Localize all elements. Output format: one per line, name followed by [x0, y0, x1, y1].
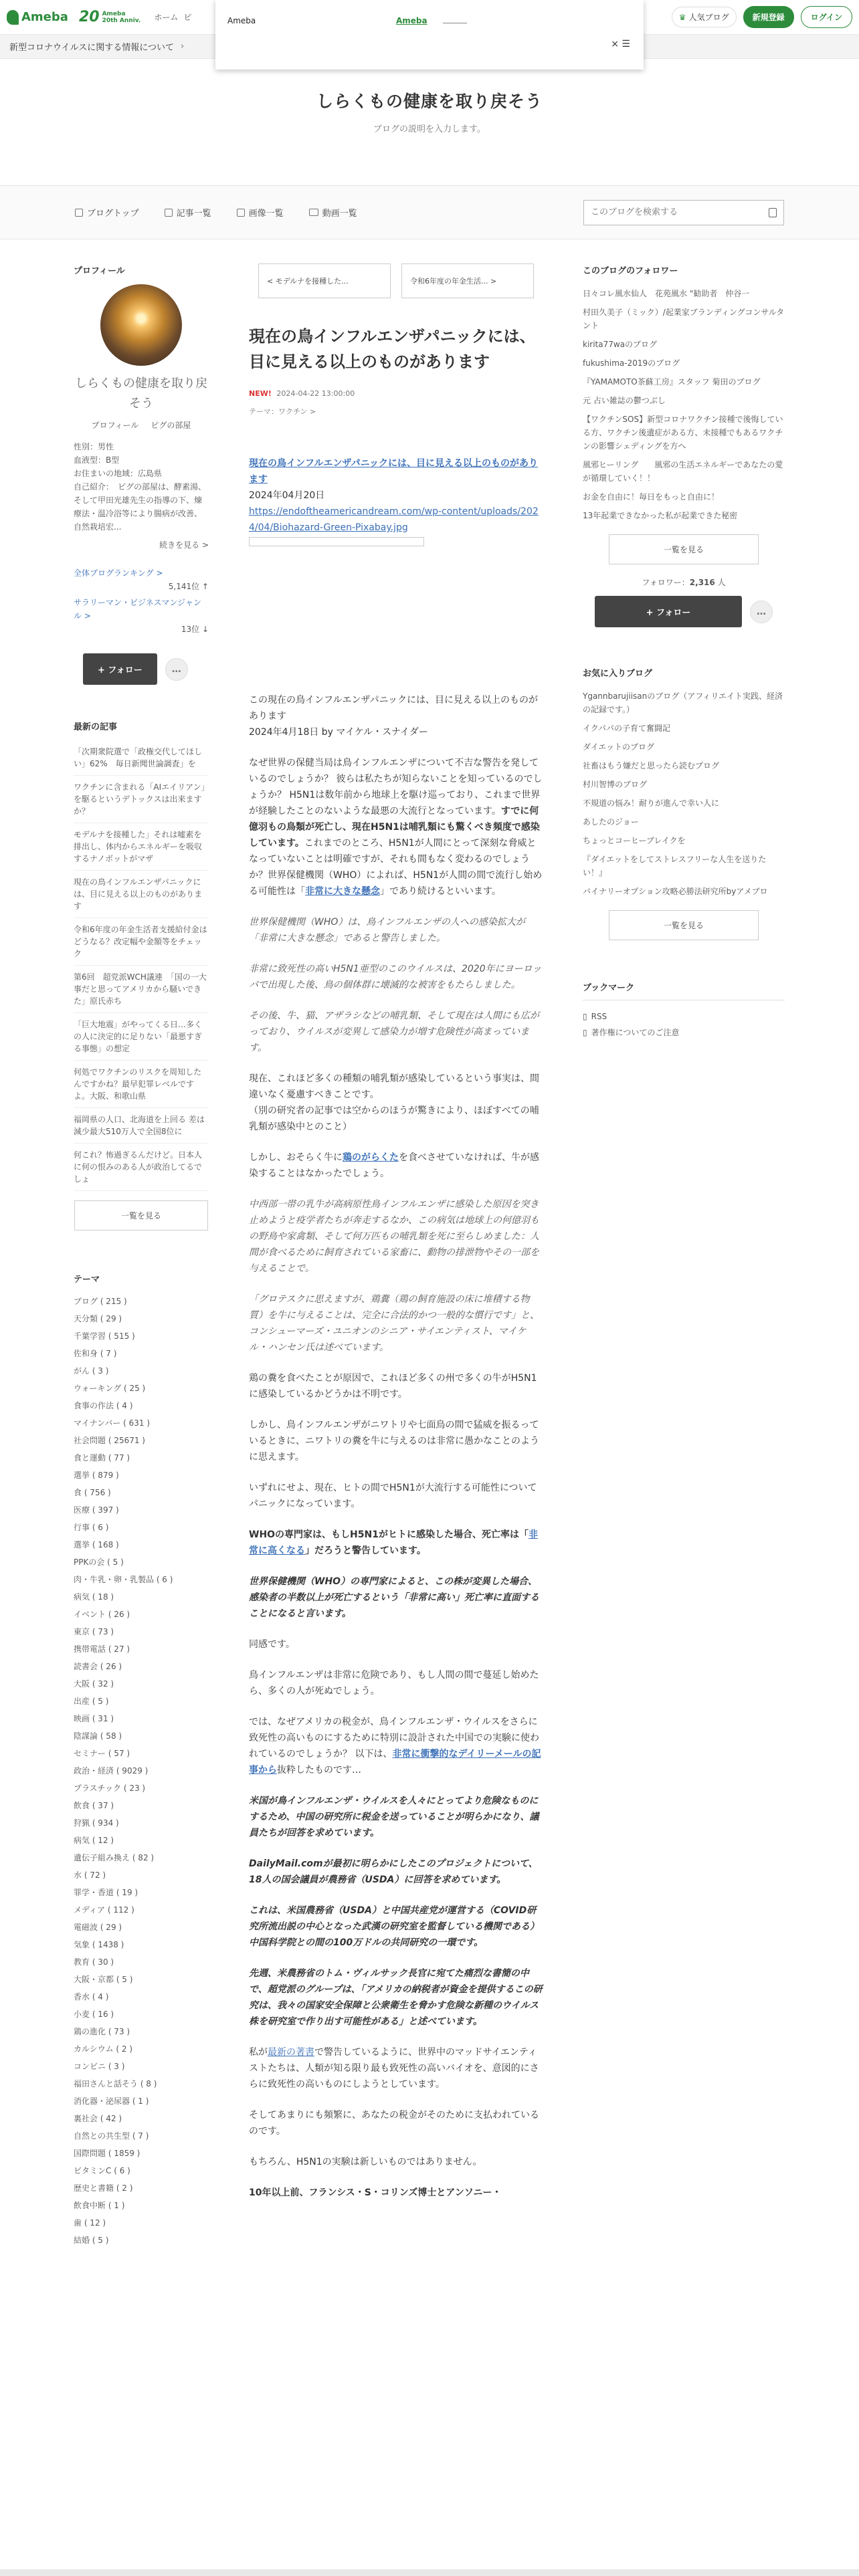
nav-home[interactable]: ホーム [154, 13, 179, 22]
followers-list [583, 284, 785, 525]
theme-item[interactable]: 選挙 ( 168 ) [74, 1540, 119, 1549]
ameba-brand: Ameba [21, 10, 68, 24]
theme-item[interactable]: 食 ( 756 ) [74, 1488, 111, 1497]
theme-item[interactable]: 政治・経済 ( 9029 ) [74, 1766, 149, 1776]
latest-item[interactable]: 「次期衆院選で「政権交代してほしい」62% 毎日新聞世論調査」を [74, 740, 209, 776]
paragraph: を食べさせていなければ、牛が感染することはなかったでしょう。 [249, 1152, 539, 1179]
inline-link[interactable]: 最新の著書 [268, 2047, 314, 2058]
profile-info: 性別：男性 血液型：B型 お住まいの地域：広島県 自己紹介： ピグの部屋は、酵素湯、そして甲田光雄先生の指導の下、煉療法・温冷浴等により腸病が改善、自然栽培宏... [74, 442, 207, 532]
followers-heading: このブログのフォロワー [583, 266, 678, 276]
theme-item[interactable]: ウォーキング ( 25 ) [74, 1384, 146, 1393]
home-icon [75, 209, 83, 217]
chevron-right-icon: › [180, 41, 185, 51]
theme-item[interactable]: 裏社会 ( 42 ) [74, 2114, 122, 2123]
profile-more-link[interactable]: 続きを見る > [159, 540, 209, 550]
latest-item[interactable]: 何処でワクチンのリスクを周知したんですかね？最早犯罪レベルですよ。大阪、和歌山県 [74, 1061, 209, 1108]
paragraph: しかし、鳥インフルエンザがニワトリや七面鳥の間で猛威を振るっているときに、ニワトリの糞を牛に与えるのは非常に愚かなことのように思えます。 [249, 1420, 539, 1463]
favorite-blog-item[interactable]: Ygannbarujiisanのブログ（アフィリエイト実践、経済の記録です。） [583, 691, 783, 714]
paragraph: これまでのところ、H5N1が人間にとって深刻な脅威となっていないことは明確ですが、それも間もなく変わるのでしょうか？世界保健機関（WHO）によれば、H5N1が人間の間で流行し始める可能性は「 [249, 838, 543, 897]
theme-item[interactable]: 東京 ( 73 ) [74, 1627, 114, 1636]
ad-title: Ameba [227, 16, 256, 25]
ranking-overall-value: 5,141位 ↑ [168, 582, 209, 591]
ad-overlay[interactable] [215, 0, 644, 70]
latest-item[interactable]: 福岡県の人口、北海道を上回る 差は減少最大510万人で全国8位に [74, 1108, 209, 1144]
paragraph-bold: すでに何億羽もの鳥類が死亡し、現在H5N1は哺乳類にも驚くべき頻度で感染しています。 [249, 806, 540, 849]
follower-count [583, 576, 785, 588]
theme-item[interactable]: 大阪 ( 32 ) [74, 1679, 114, 1689]
latest-item[interactable]: 現在の鳥インフルエンザパニックには、目に見える以上のものがあります [74, 871, 209, 918]
blog-header [0, 59, 859, 186]
favorite-blog-item[interactable]: ちょっとコーヒーブレイクを [583, 836, 686, 845]
follower-item[interactable]: kirita77waのブログ [583, 340, 658, 349]
paragraph: いずれにせよ、現在、ヒトの間でH5N1が大流行する可能性についてパニックになっています。 [249, 1483, 537, 1509]
right-more-options-icon[interactable]: … [750, 601, 773, 623]
theme-item[interactable]: 遺伝子組み換え ( 82 ) [74, 1853, 155, 1862]
left-sidebar [74, 263, 209, 2249]
follower-item[interactable]: 元 占い雑誌の鬱つぶし [583, 396, 666, 405]
bottom-bar [0, 2569, 859, 2576]
right-follow-button[interactable]: + フォロー [595, 596, 742, 627]
follower-count-unit: 人 [714, 578, 726, 587]
inline-link[interactable]: 非常に衝撃的なデイリーメールの記事から [249, 1749, 541, 1776]
paragraph: 現在、これほど多くの種類の哺乳類が感染しているという事実は、間違いなく憂慮すべきことです。 （別の研究者の記事では空からのほうが驚きにより、ほぼすべての哺乳類が感染中とのこと） [249, 1073, 539, 1132]
copyright-link[interactable] [583, 1025, 785, 1041]
nav-blog-top-label: ブログトップ [87, 209, 139, 219]
theme-list [74, 1293, 209, 2249]
nav-blog-top[interactable] [75, 206, 139, 219]
quote-bold: DailyMail.comが最初に明らかにしたこのプロジェクトについて、18人の国会議員が農務省（USDA）に回答を求めています。 [249, 1858, 538, 1885]
nav-image-list[interactable] [237, 206, 284, 219]
paragraph: しかし、おそらく牛に [249, 1152, 343, 1163]
latest-item[interactable]: ワクチンに含まれる「AIエイリアン」を駆るというデトックスは出来ますか？ [74, 776, 209, 823]
prev-entry-button[interactable]: < モデルナを接種した... [258, 263, 391, 298]
theme-item[interactable]: セミナー ( 57 ) [74, 1749, 130, 1758]
theme-item[interactable]: ブログ ( 215 ) [74, 1297, 127, 1306]
ranking-row [74, 566, 209, 580]
theme-item[interactable]: 気象 ( 1438 ) [74, 1940, 124, 1949]
source-article-date: 2024年04月20日 [249, 490, 325, 501]
profile-name[interactable]: しらくもの健康を取り戻そう [75, 377, 207, 411]
video-icon [309, 209, 318, 216]
nav-video-list-label: 動画一覧 [322, 209, 357, 219]
pigg-room-link[interactable]: ピグの部屋 [151, 421, 191, 430]
theme-item[interactable]: 国際問題 ( 1859 ) [74, 2149, 140, 2158]
latest-item[interactable]: 「巨大地震」がやってくる日…多くの人に決定的に足りない「最悪すぎる事態」の想定 [74, 1013, 209, 1061]
byline: 2024年4月18日 by マイケル・スナイダー [249, 727, 428, 738]
follower-item[interactable]: 村田久美子（ミック）/起業家ブランディングコンサルタント [583, 308, 785, 330]
login-button[interactable]: ログイン [801, 6, 852, 28]
favs-heading: お気に入りブログ [583, 669, 653, 679]
new-badge: NEW! [249, 389, 272, 398]
blog-description: ブログの説明を入力します。 [373, 124, 486, 134]
paragraph: 鶏の糞を食べたことが原因で、これほど多くの州で多くの牛がH5N1に感染しているかどうかは不明です。 [249, 1373, 537, 1400]
theme-item[interactable]: 鶏の進化 ( 73 ) [74, 2027, 130, 2036]
ranking-genre-link[interactable]: サラリーマン・ビジネスマンジャンル > [74, 598, 201, 621]
ad-close-icon[interactable]: × ☰ [611, 39, 630, 49]
theme-item[interactable]: マイナンバー ( 631 ) [74, 1418, 151, 1428]
list-icon [165, 209, 173, 217]
latest-item[interactable]: モデルナを接種した」それは嘘素を排出し、体内からエネルギーを吸収するナノボットがマザ [74, 823, 209, 871]
quote-bold: 先週、米農務省のトム・ヴィルサック長官に宛てた痛烈な書簡の中で、超党派のグループは、「アメリカの納税者が資金を提供するこの研究は、我々の国家安全保障と公衆衛生を脅かす危険な新種のウイルス株を研究室で作り出す可能性がある」と述べています。 [249, 1968, 543, 2027]
follower-count-label: フォロワー： [642, 578, 690, 587]
follower-item[interactable]: 日々コレ風水仙人 花苑風水 "勧助者 仲谷一 [583, 289, 750, 298]
ranking-overall-link[interactable]: 全体ブログランキング > [74, 568, 163, 578]
popular-blog-button[interactable] [672, 7, 737, 27]
nav-pigg[interactable]: ピ [183, 13, 192, 22]
quote-bold: これは、米国農務省（USDA）と中国共産党が運営する（COVID研究所流出説の中心となった武漢の研究室を監督している機関である）中国科学院との間の100万ドルの共同研究の一環です。 [249, 1905, 539, 1948]
favorite-blog-item[interactable]: 社畜はもう嫌だと思ったら読むブログ [583, 761, 720, 770]
theme-item[interactable]: 電磁波 ( 29 ) [74, 1923, 122, 1932]
theme-item[interactable]: カルシウム ( 2 ) [74, 2044, 133, 2054]
quote: 「グロテスクに思えますが、鶏糞（鶏の飼育施設の床に堆積する物質）を牛に与えることは、完全に合法的かつ一般的な慣行です」と、コンシューマーズ・ユニオンのシニア・サイエンティスト、マイケル・ハンセン氏は述べています。 [249, 1294, 539, 1353]
theme-item[interactable]: 小麦 ( 16 ) [74, 2010, 114, 2019]
entry-title: 現在の鳥インフルエンザパニックには、目に見える以上のものがあります [249, 327, 536, 371]
search-icon[interactable] [769, 208, 777, 217]
latest-item[interactable]: 何これ？怖過ぎるんだけど。日本人に何の恨みのある人が政治してるでしょ [74, 1144, 209, 1191]
inline-link[interactable]: 非常に高くなる [249, 1529, 538, 1556]
favorite-blog-item[interactable]: イクパパの子育て奮闘記 [583, 724, 671, 733]
anniversary-brand: Ameba [102, 10, 126, 17]
quote: 世界保健機関（WHO）は、鳥インフルエンザの人への感染拡大が「非常に大きな懸念」であると警告しました。 [249, 917, 525, 944]
follower-item[interactable]: 【ワクチンSOS】新型コロナワクチン接種で後悔している方、ワクチン後遺症がある方、未接種でもあるワクチンの影響シェディングを方へ [583, 415, 783, 451]
follower-item[interactable]: 13年起業できなかった私が起業できた秘密 [583, 511, 738, 520]
theme-item[interactable]: メディア ( 112 ) [74, 1905, 134, 1915]
theme-item[interactable]: イベント ( 26 ) [74, 1610, 130, 1619]
content-wrapper [0, 239, 859, 2553]
rss-label: RSS [591, 1012, 607, 1021]
entry-date: 2024-04-22 13:00:00 [276, 389, 355, 398]
favs-list [583, 687, 785, 901]
nav-image-list-label: 画像一覧 [248, 209, 284, 219]
inline-link[interactable]: 非常に大きな懸念 [305, 886, 380, 897]
favorite-blog-item[interactable]: 不規道の悩み！耐りが進んで幸い人に [583, 798, 720, 808]
theme-item[interactable]: プラスチック ( 23 ) [74, 1784, 146, 1793]
notice-text: 新型コロナウイルスに関する情報について [9, 43, 174, 53]
latest-entries [74, 720, 209, 1230]
header-actions [672, 6, 852, 28]
inline-link[interactable]: 鶏のがらくた [343, 1152, 399, 1163]
theme-item[interactable]: コンビニ ( 3 ) [74, 2062, 125, 2071]
theme-item[interactable]: 千葉学習 ( 515 ) [74, 1331, 135, 1341]
latest-see-all-button[interactable]: 一覧を見る [74, 1200, 208, 1230]
anniversary-text [102, 11, 141, 24]
ad-close-glyph: × [611, 39, 619, 49]
theme-item[interactable]: 食事の作法 ( 4 ) [74, 1401, 133, 1410]
nav-entry-list[interactable] [165, 206, 211, 219]
paragraph: そしてあまりにも頻繁に、あなたの税金がそのために支払われているのです。 [249, 2110, 539, 2137]
theme-item[interactable]: 狩猟 ( 934 ) [74, 1818, 119, 1828]
paragraph-bold: WHOの専門家は、もしH5N1がヒトに感染した場合、死亡率は「 [249, 1529, 529, 1540]
document-icon: ▯ [583, 1028, 587, 1037]
quote: 非常に致死性の高いH5N1亜型のこのウイルスは、2020年にヨーロッパで出現した後、鳥の個体群に壊滅的な被害をもたらしました。 [249, 964, 542, 990]
ranking-genre-value: 13位 ↓ [181, 625, 209, 634]
source-image-link[interactable]: https://endoftheamericandream.com/wp-content/uploads/2024/04/Biohazard-Green-Pixabay.jpg [249, 506, 539, 533]
theme-item[interactable]: 水 ( 72 ) [74, 1870, 106, 1880]
theme-item[interactable]: 罪学・香道 ( 19 ) [74, 1888, 138, 1897]
paragraph: もちろん、H5N1の実験は新しいものではありません。 [249, 2157, 482, 2167]
global-nav [154, 11, 191, 23]
theme-item[interactable]: 大阪・京都 ( 5 ) [74, 1975, 133, 1984]
ranking [74, 566, 209, 636]
theme-item[interactable]: 教育 ( 30 ) [74, 1957, 114, 1967]
follower-item[interactable]: fukushima-2019のブログ [583, 358, 680, 368]
theme-item[interactable]: 歴史と書籍 ( 2 ) [74, 2183, 133, 2193]
paragraph: なぜ世界の保健当局は鳥インフルエンザについて不吉な警告を発しているのでしょうか？ 彼らは私たちが知らないことを知っているのでしょうか？ H5N1は数年前から地球上を駆け巡っており、これまで世界が経験したことのないような最悪の大流行となっています。 [249, 758, 543, 817]
favorite-blog-item[interactable]: 村川智博のブログ [583, 780, 648, 789]
right-follow-area [583, 596, 785, 627]
bookmark-heading: ブックマーク [583, 980, 785, 1000]
theme-item[interactable]: 飲食 ( 37 ) [74, 1801, 114, 1810]
crown-icon: ♛ [678, 12, 686, 22]
theme-item[interactable]: 消化器・泌尿器 ( 1 ) [74, 2097, 149, 2106]
latest-heading: 最新の記事 [74, 722, 118, 732]
theme-item[interactable]: 携帯電話 ( 27 ) [74, 1644, 130, 1654]
theme-item[interactable]: 福田さんと話そう ( 8 ) [74, 2079, 157, 2088]
follower-item[interactable]: 風邪ヒーリング 風邪の生活エネルギーであなたの愛が循環していく！！ [583, 460, 783, 483]
themes-heading: テーマ [74, 1275, 100, 1285]
next-entry-button[interactable]: 令和6年度の年金生活... > [401, 263, 534, 298]
follower-count-value: 2,316 [689, 578, 715, 587]
theme-item[interactable]: 香水 ( 4 ) [74, 1992, 109, 2002]
theme-item[interactable]: 自然との共生型 ( 7 ) [74, 2131, 149, 2141]
profile-links [74, 419, 209, 431]
popular-blog-label: 人気ブログ [688, 13, 729, 22]
latest-item[interactable]: 第6回 超党派WCH議連 「国の一大事だと思ってアメリカから騒いできた」原氏赤ち [74, 966, 209, 1013]
rss-link[interactable] [583, 1008, 785, 1025]
theme-item[interactable]: 食と運動 ( 77 ) [74, 1453, 130, 1463]
ranking-row [74, 596, 209, 623]
favorite-blog-item[interactable]: 『ダイエットをしてストレスフリーな人生を送りたい！』 [583, 855, 767, 877]
theme-item[interactable]: 歯 ( 12 ) [74, 2218, 106, 2228]
theme-item[interactable]: PPKの会 ( 5 ) [74, 1558, 124, 1567]
right-sidebar [583, 263, 785, 1041]
favorite-blog-item[interactable]: ダイエットのブログ [583, 742, 655, 752]
follow-area [83, 653, 209, 685]
theme-item[interactable]: 社会問題 ( 25671 ) [74, 1436, 145, 1445]
favorite-blog-item[interactable]: あしたのジョー [583, 817, 639, 827]
ad-link[interactable]: Ameba [396, 16, 427, 25]
source-article-link[interactable]: 現在の鳥インフルエンザパニックには、目に見える以上のものがあります [249, 458, 539, 485]
paragraph-bold: 」だろうと警告しています。 [305, 1545, 426, 1556]
quote: その後、牛、猫、アザラシなどの哺乳類、そして現在は人間にも広がっており、ウイルスが変異して感染力が増す危険性が高まっています。 [249, 1010, 539, 1053]
anniversary-sub: 20th Anniv. [102, 17, 141, 24]
followers-see-all-button[interactable]: 一覧を見る [609, 534, 759, 564]
theme-item[interactable]: がん ( 3 ) [74, 1366, 109, 1376]
follow-button[interactable]: + フォロー [83, 653, 157, 685]
theme-item[interactable]: 読書会 ( 26 ) [74, 1662, 122, 1671]
theme-item[interactable]: ビタミンC ( 6 ) [74, 2166, 130, 2175]
paragraph: で警告しているように、世界中のマッドサイエンティストたちは、人類が知る限り最も致死性の高いバイオを、意図的にさらに致死性の高いものにしようとしています。 [249, 2047, 539, 2090]
blog-search [583, 200, 784, 225]
favorite-blogs [583, 666, 785, 940]
more-options-icon[interactable]: … [165, 658, 188, 681]
follower-item[interactable]: 『YAMAMOTO茶蘇工房』スタッフ 菊田のブログ [583, 377, 761, 387]
quote-bold: 米国が鳥インフルエンザ・ウイルスを人々にとってより危険なものにするため、中国の研究所に税金を送っていることが明らかになり、議員たちが回答を求めています。 [249, 1796, 539, 1838]
entry-meta [249, 389, 543, 398]
paragraph: 鳥インフルエンザは非常に危険であり、もし人間の間で蔓延し始めたら、多くの人が死ぬでしょう。 [249, 1670, 539, 1697]
theme-item[interactable]: 佐和身 ( 7 ) [74, 1349, 117, 1358]
avatar[interactable] [100, 284, 182, 366]
ameba-leaf-icon [7, 10, 19, 25]
theme-item[interactable]: 陰謀論 ( 58 ) [74, 1731, 122, 1741]
theme-item[interactable]: 医療 ( 397 ) [74, 1505, 119, 1515]
copyright-label: 著作権についてのご注意 [591, 1028, 680, 1037]
paragraph: 私が [249, 2047, 268, 2058]
theme-item[interactable]: 病気 ( 12 ) [74, 1836, 114, 1845]
theme-item[interactable]: 選挙 ( 879 ) [74, 1471, 119, 1480]
rss-icon: ▯ [583, 1012, 587, 1021]
paragraph: では、なぜアメリカの税金が、鳥インフルエンザ・ウイルスをさらに致死性の高いものにするために特別に設計された中国での実験に使われているのでしょうか？ 以下は、 [249, 1717, 539, 1759]
nav-video-list[interactable] [309, 206, 357, 219]
theme-item[interactable]: 病気 ( 18 ) [74, 1592, 114, 1602]
blog-search-input[interactable] [591, 207, 769, 217]
favorite-blog-item[interactable]: バイナリーオプション攻略必勝法研究所byアメブロ [583, 887, 768, 896]
theme-item[interactable]: 行事 ( 6 ) [74, 1523, 109, 1532]
anniversary-logo[interactable] [79, 9, 140, 25]
signup-button[interactable]: 新規登録 [743, 6, 794, 28]
bookmarks [583, 980, 785, 1041]
entry-pager [249, 263, 543, 298]
profile-heading: プロフィール [74, 266, 125, 276]
paragraph-bold: 10年以上前、フランシス・S・コリンズ博士とアンソニー・ [249, 2187, 502, 2198]
blog-nav [0, 186, 859, 239]
blog-title[interactable]: しらくもの健康を取り戻そう [316, 92, 543, 111]
theme-item[interactable]: 天分類 ( 29 ) [74, 1314, 122, 1323]
paragraph: 」であり続けるといいます。 [380, 886, 501, 897]
anniversary-number: 20 [78, 9, 100, 25]
theme-item[interactable]: 飲食中断 ( 1 ) [74, 2201, 125, 2210]
theme-item[interactable]: 結婚 ( 5 ) [74, 2236, 109, 2245]
entry-theme-link[interactable]: テーマ：ワクチン > [249, 407, 316, 416]
profile-link[interactable]: プロフィール [91, 421, 139, 430]
paragraph: 同感です。 [249, 1639, 295, 1650]
follower-item[interactable]: お金を自由に！毎日をもっと自由に！ [583, 492, 720, 502]
favs-see-all-button[interactable]: 一覧を見る [609, 910, 759, 940]
image-icon [237, 209, 245, 217]
quote-bold: 世界保健機関（WHO）の専門家によると、この株が変異した場合、感染者の半数以上が死亡するという「非常に高い」死亡率に直面することになると言います。 [249, 1576, 539, 1619]
ameba-logo[interactable] [7, 10, 68, 25]
nav-entry-list-label: 記事一覧 [176, 209, 211, 219]
paragraph: この現在の鳥インフルエンザパニックには、目に見える以上のものがあります [249, 695, 539, 722]
paragraph: 抜粋したものです… [277, 1765, 361, 1776]
theme-item[interactable]: 映画 ( 31 ) [74, 1714, 114, 1723]
broken-image [249, 537, 424, 546]
theme-item[interactable]: 出産 ( 5 ) [74, 1697, 109, 1706]
main-article [249, 263, 543, 2216]
entry-body [249, 455, 543, 2201]
theme-item[interactable]: 肉・牛乳・卵・乳製品 ( 6 ) [74, 1575, 173, 1584]
quote: 中西部一帯の乳牛が高病原性鳥インフルエンザに感染した原因を突き止めようと疫学者たちが奔走するなか、この病気は地球上の何億羽もの野鳥や家禽類、そして何万匹もの哺乳類を死に至らしめました：人間が食べるために飼育されている家畜に、動物の排泄物やその一部を与えることで。 [249, 1199, 539, 1274]
themes [74, 1272, 209, 2249]
latest-item[interactable]: 令和6年度の年金生活者支援給付金はどうなる？改定幅や金額等をチェック [74, 918, 209, 966]
